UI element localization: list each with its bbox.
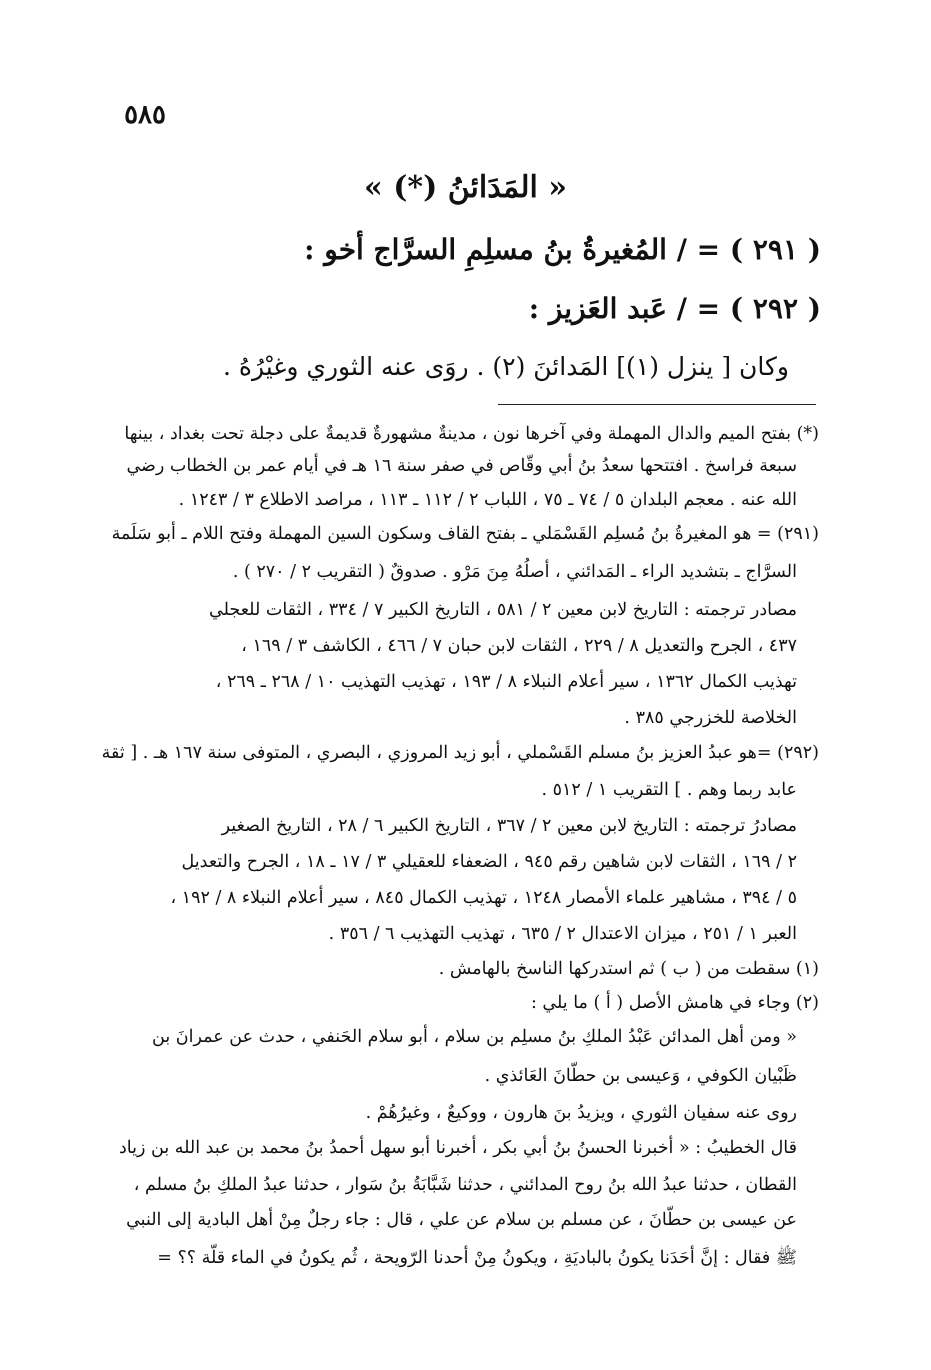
footnote-line: تهذيب الكمال ١٣٦٢ ، سير أعلام النبلاء ٨ / ١٩٣ ، تهذيب التهذيب ١٠ / ٢٦٨ ـ ٢٦٩ ،: [215, 672, 797, 692]
footnote-line: عابد ربما وهم . ] التقريب ١ / ٥١٢ .: [541, 780, 797, 800]
footnote-line: (٢٩٢) =هو عبدُ العزيز بنُ مسلم القَسْملي ، أبو زيد المروزي ، البصري ، المتوفى سنة ١٦٧ هـ . [ ثقة: [101, 743, 819, 763]
footnote-line: ٢ / ١٦٩ ، الثقات لابن شاهين رقم ٩٤٥ ، الضعفاء للعقيلي ٣ / ١٧ ـ ١٨ ، الجرح والتعديل: [181, 852, 797, 872]
footnote-line: الخلاصة للخزرجي ٣٨٥ .: [624, 708, 797, 728]
footnote-line: الله عنه . معجم البلدان ٥ / ٧٤ ـ ٧٥ ، اللباب ٢ / ١١٢ ـ ١١٣ ، مراصد الاطلاع ٣ / ١٢٤٣ .: [178, 490, 797, 510]
footnote-line: ظَبْيان الكوفي ، وَعيسى بن حطّانَ العَائذي .: [484, 1066, 797, 1086]
footnote-line: القطان ، حدثنا عبدُ الله بنُ روح المدائني ، حدثنا شَبَّابَةُ بنُ سَوار ، حدثنا عبدُ الملكِ بنُ مسلم ،: [133, 1175, 797, 1195]
entry-title-291: ( ٢٩١ ) = / المُغيرةُ بنُ مسلِمِ السرَّاج أخو :: [304, 233, 821, 266]
section-heading: « المَدَائنُ (*) »: [364, 170, 567, 205]
footnote-line: مصادرُ ترجمته : التاريخ لابن معين ٢ / ٣٦٧ ، التاريخ الكبير ٦ / ٢٨ ، التاريخ الصغير: [221, 816, 797, 836]
footnote-line: قال الخطيبُ : « أخبرنا الحسنُ بنُ أبي بكر ، أخبرنا أبو سهل أحمدُ بنُ محمد بن عبد الله بن زياد: [118, 1138, 797, 1158]
entry-body-text: وكان [ ينزل (١)] المَدائنَ (٢) . روَى عنه الثوري وغيْرُهُ .: [222, 352, 789, 381]
footnote-line: ٥ / ٣٩٤ ، مشاهير علماء الأمصار ١٢٤٨ ، تهذيب الكمال ٨٤٥ ، سير أعلام النبلاء ٨ / ١٩٢ ،: [170, 888, 797, 908]
footnote-line: (١) سقطت من ( ب ) ثم استدركها الناسخ بالهامش .: [438, 959, 819, 979]
footnote-line: سبعة فراسخ . افتتحها سعدُ بنُ أبي وقّاص في صفر سنة ١٦ هـ في أيام عمر بن الخطاب رضي: [126, 456, 797, 476]
footnote-divider: [498, 404, 816, 405]
footnote-line: ﷺ فقال : إنَّ أحَدَنا يكونُ بالباديَةِ ، ويكونُ مِنْ أحدنا الرّويحة ، ثُم يكونُ في الماء قلّة ؟؟ =: [157, 1248, 797, 1268]
footnote-line: « ومن أهل المدائن عَبْدُ الملكِ بنُ مسلِم بن سلام ، أبو سلام الحَنفي ، حدث عن عمرانَ بن: [152, 1027, 797, 1047]
footnote-line: (٢٩١) = هو المغيرةُ بنُ مُسلِم القَسْمَلي ـ بفتح القاف وسكون السين المهملة وفتح اللام ـ أبو سَلَمة: [111, 524, 819, 544]
footnote-line: العبر ١ / ٢٥١ ، ميزان الاعتدال ٢ / ٦٣٥ ، تهذيب التهذيب ٦ / ٣٥٦ .: [328, 924, 797, 944]
footnote-line: ٤٣٧ ، الجرح والتعديل ٨ / ٢٢٩ ، الثقات لابن حبان ٧ / ٤٦٦ ، الكاشف ٣ / ١٦٩ ،: [241, 636, 797, 656]
footnote-line: (*) بفتح الميم والدال المهملة وفي آخرها نون ، مدينةٌ مشهورةٌ قديمةٌ على دجلة تحت بغداد ، بينها: [124, 424, 819, 444]
entry-title-292: ( ٢٩٢ ) = / عَبد العَزيز :: [528, 292, 821, 325]
page-number: ٥٨٥: [124, 100, 166, 130]
footnote-line: روى عنه سفيان الثوري ، ويزيدُ بنَ هارون ، ووكيعٌ ، وغيرُهُمْ .: [365, 1103, 797, 1123]
footnote-line: مصادر ترجمته : التاريخ لابن معين ٢ / ٥٨١ ، التاريخ الكبير ٧ / ٣٣٤ ، الثقات للعجلي: [209, 600, 797, 620]
footnote-line: السرَّاج ـ بتشديد الراء ـ المَدائني ، أصلُهُ مِنَ مَرْو . صدوقٌ ( التقريب ٢ / ٢٧٠ ) .: [232, 562, 797, 582]
footnote-line: عن عيسى بن حطّانَ ، عن مسلم بن سلام عن علي ، قال : جاء رجلٌ مِنْ أهل البادية إلى النبي: [126, 1210, 797, 1230]
footnote-line: (٢) وجاء في هامش الأصل ( أ ) ما يلي :: [530, 993, 819, 1013]
